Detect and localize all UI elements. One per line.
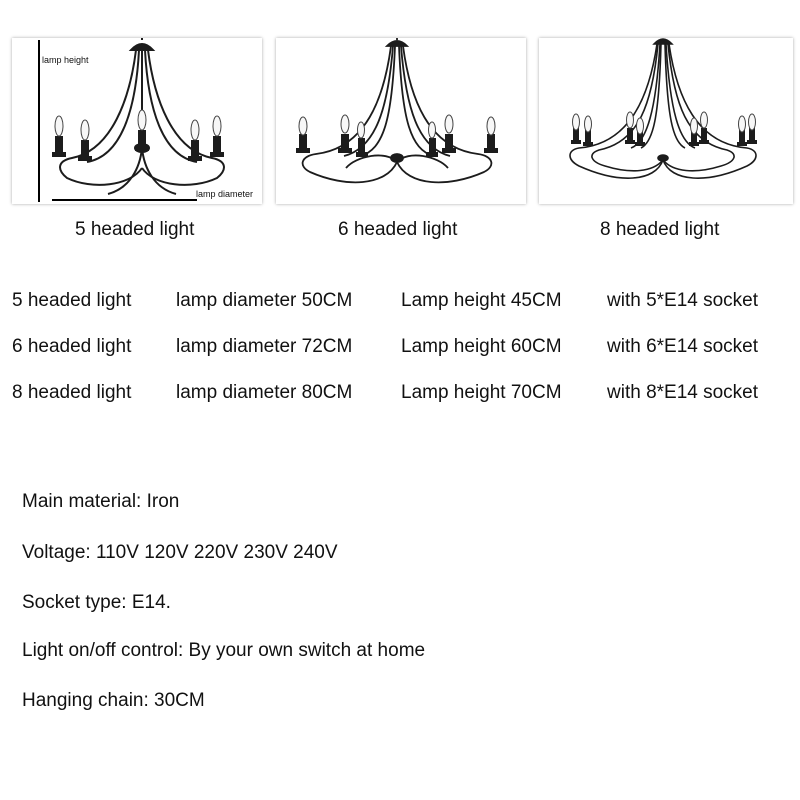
chandelier-image-5-headed (12, 38, 262, 204)
socket-type-info: Socket type: E14. (22, 592, 171, 613)
spec-height: Lamp height 45CM (401, 290, 562, 311)
spec-height: Lamp height 60CM (401, 336, 562, 357)
spec-socket: with 6*E14 socket (607, 336, 759, 357)
chandelier-6-drawing (276, 38, 526, 204)
caption-6-headed: 6 headed light (338, 219, 458, 240)
spec-diameter: lamp diameter 80CM (176, 382, 353, 403)
spec-diameter: lamp diameter 50CM (176, 290, 353, 311)
chain-info: Hanging chain: 30CM (22, 690, 205, 711)
voltage-info: Voltage: 110V 120V 220V 230V 240V (22, 542, 338, 563)
caption-8-headed: 8 headed light (600, 219, 720, 240)
spec-diameter: lamp diameter 72CM (176, 336, 353, 357)
chandelier-image-6-headed (276, 38, 526, 204)
spec-socket: with 8*E14 socket (607, 382, 759, 403)
material-info: Main material: Iron (22, 491, 180, 512)
spec-height: Lamp height 70CM (401, 382, 562, 403)
lamp-diameter-label: lamp diameter (196, 189, 254, 199)
chandelier-image-8-headed (539, 38, 793, 204)
lamp-height-label: lamp height (42, 55, 89, 65)
spec-model: 6 headed light (12, 336, 132, 357)
spec-model: 5 headed light (12, 290, 132, 311)
spec-model: 8 headed light (12, 382, 132, 403)
chandelier-8-drawing (539, 38, 793, 204)
control-info: Light on/off control: By your own switch at home (22, 640, 426, 661)
caption-5-headed: 5 headed light (75, 219, 195, 240)
spec-socket: with 5*E14 socket (607, 290, 759, 311)
